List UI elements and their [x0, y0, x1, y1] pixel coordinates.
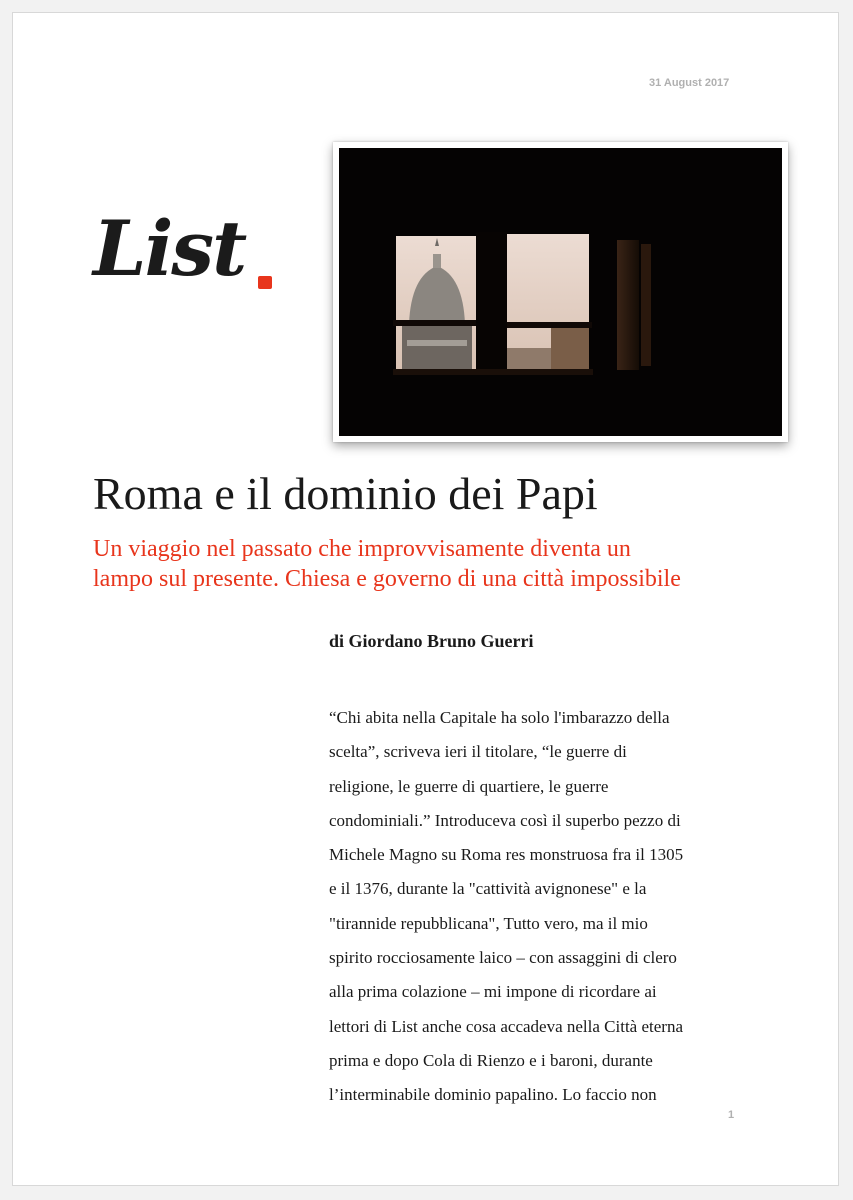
body-line: Michele Magno su Roma res monstruosa fra il 1305	[329, 845, 684, 865]
body-line: e il 1376, durante la "cattività avignonese" e la	[329, 879, 647, 899]
document-page	[12, 12, 839, 1186]
article-title: Roma e il dominio dei Papi	[93, 468, 598, 519]
window-view-image	[339, 148, 782, 436]
page-number: 1	[728, 1109, 735, 1121]
article-photo	[333, 142, 788, 442]
author-byline: di Giordano Bruno Guerri	[329, 631, 534, 651]
body-line: "tirannide repubblicana", Tutto vero, ma il mio	[329, 913, 648, 933]
body-line: lettori di List anche cosa accadeva nella Città eterna	[329, 1016, 683, 1036]
body-line: scelta”, scriveva ieri il titolare, “le guerre di	[329, 742, 627, 762]
subtitle-line: lampo sul presente. Chiesa e governo di una città impossibile	[93, 566, 681, 592]
subtitle-line: Un viaggio nel passato che improvvisamente diventa un	[93, 536, 631, 562]
body-line: “Chi abita nella Capitale ha solo l'imbarazzo della	[329, 708, 670, 727]
article-body	[329, 701, 769, 1113]
list-logo: List	[93, 204, 246, 293]
body-line: prima e dopo Cola di Rienzo e i baroni, durante	[329, 1050, 653, 1070]
body-line: religione, le guerre di quartiere, le guerre	[329, 776, 609, 796]
body-line: l’interminabile dominio papalino. Lo faccio non	[329, 1085, 657, 1105]
article-subtitle	[93, 534, 793, 594]
body-line: spirito rocciosamente laico – con assaggini di clero	[329, 948, 677, 968]
publication-date: 31 August 2017	[649, 77, 730, 89]
logo-dot	[258, 276, 272, 289]
body-line: alla prima colazione – mi impone di ricordare ai	[329, 982, 657, 1002]
body-line: condominiali.” Introduceva così il superbo pezzo di	[329, 810, 681, 830]
